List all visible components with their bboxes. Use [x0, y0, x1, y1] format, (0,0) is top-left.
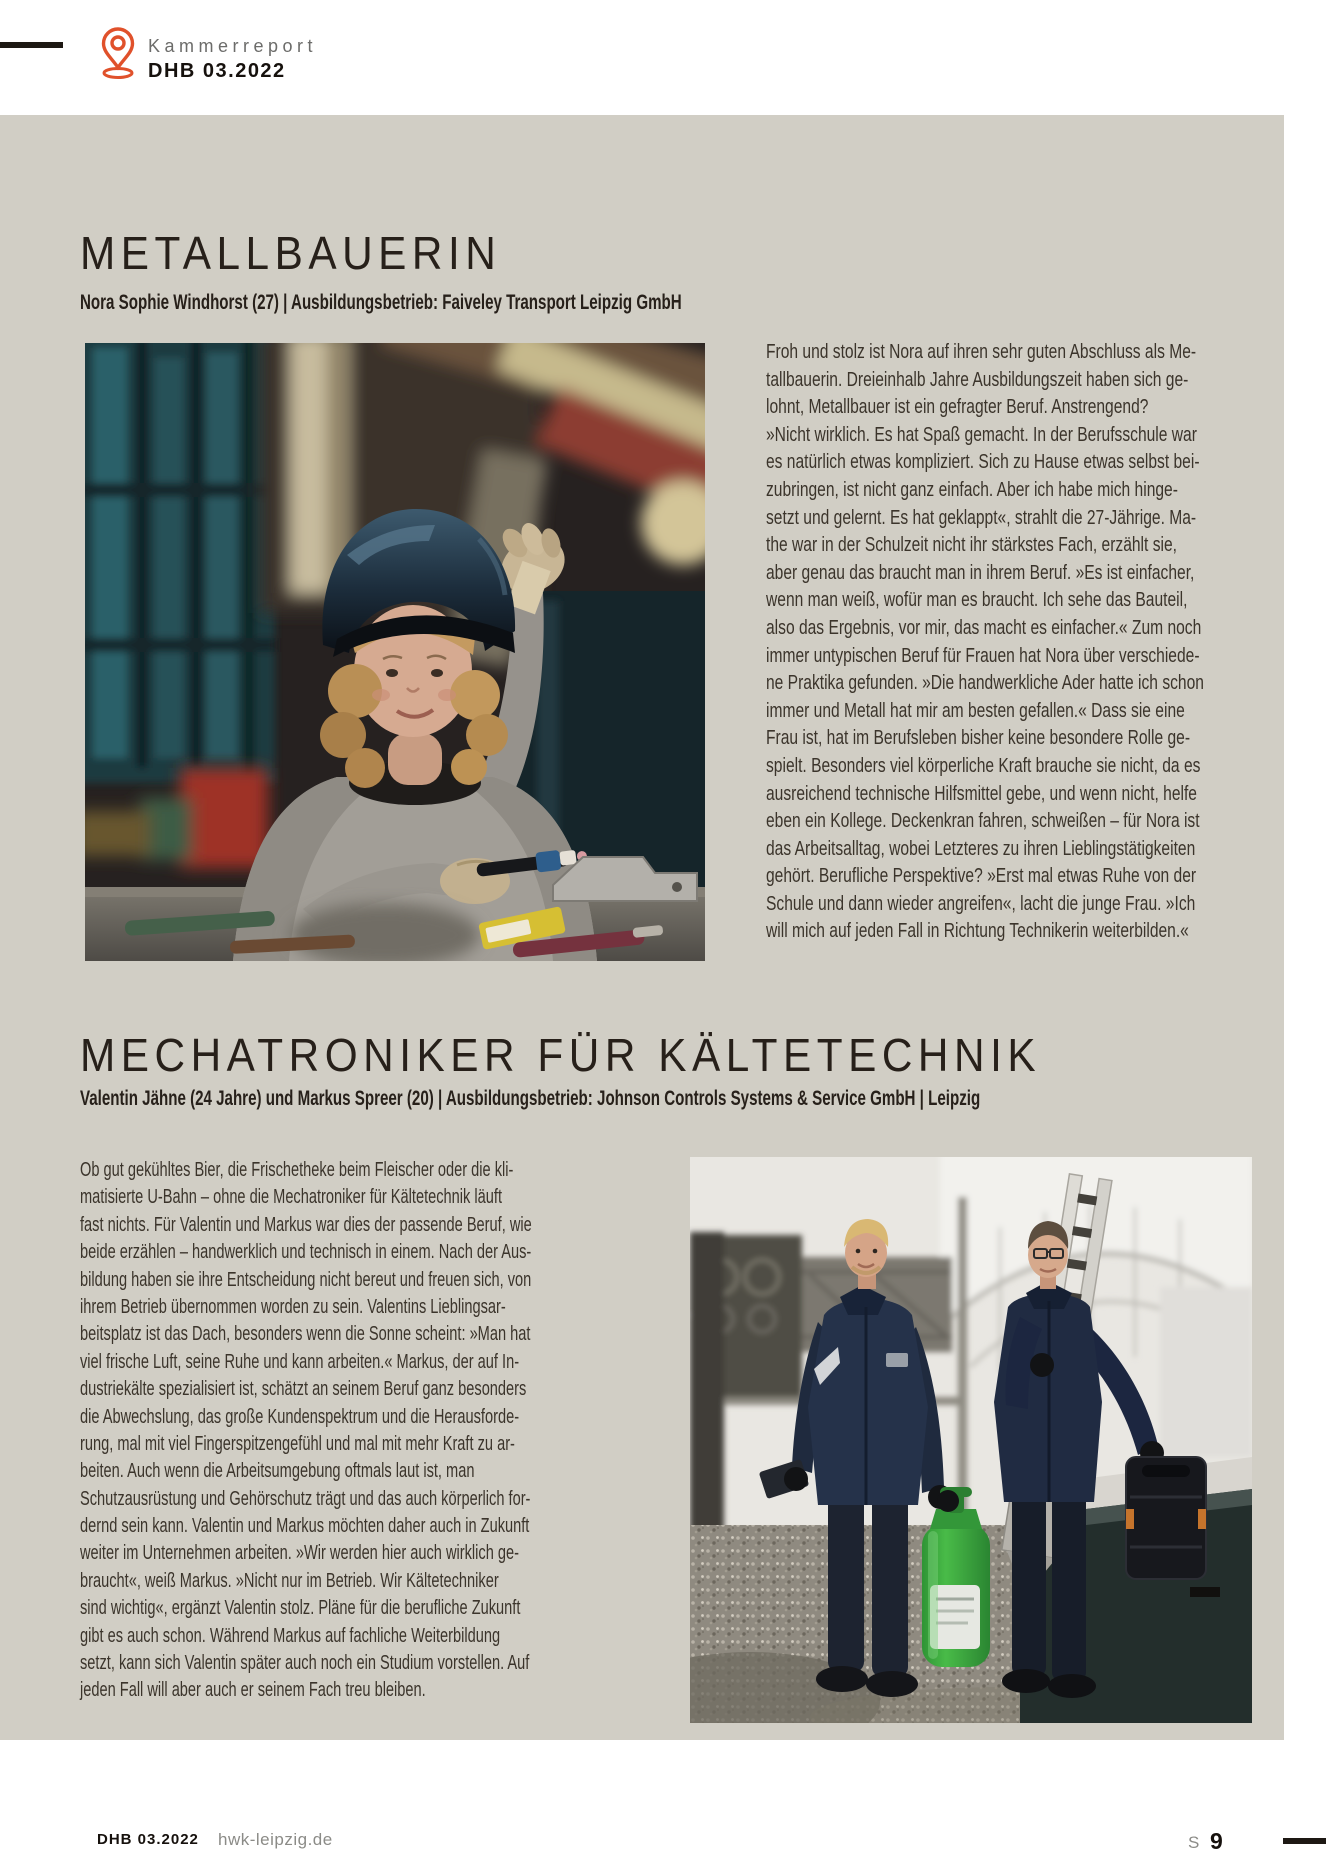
text-line: braucht«, weiß Markus. »Nicht nur im Betrieb. Wir Kältetechniker: [80, 1569, 499, 1592]
brand-issue: DHB 03.2022: [148, 60, 286, 82]
metallbauerin-photo: [85, 343, 705, 961]
article1-title: METALLBAUERIN: [80, 227, 502, 279]
text-line: eben ein Kollege. Deckenkran fahren, schweißen – für Nora ist: [766, 810, 1200, 833]
text-line: wenn man weiß, wofür man es braucht. Ich sehe das Bauteil,: [766, 589, 1188, 612]
footer-page-prefix: S: [1188, 1833, 1200, 1852]
text-line: fast nichts. Für Valentin und Markus war dies der passende Beruf, wie: [80, 1213, 532, 1236]
text-line: setzt, kann sich Valentin später auch noch ein Studium vorstellen. Auf: [80, 1652, 530, 1675]
text-line: matisierte U-Bahn – ohne die Mechatroniker für Kältetechnik läuft: [80, 1186, 502, 1209]
text-line: immer untypischen Beruf für Frauen hat Nora über verschiede-: [766, 644, 1200, 667]
article1-subtitle: Nora Sophie Windhorst (27) | Ausbildungsbetrieb: Faiveley Transport Leipzig GmbH: [80, 291, 682, 314]
text-line: weiter im Unternehmen arbeiten. »Wir werden hier auch wirklich ge-: [80, 1542, 519, 1565]
brand-kammerreport: Kammerreport: [148, 36, 318, 56]
text-line: beide erzählen – handwerklich und technisch in einem. Nach der Aus-: [80, 1241, 532, 1264]
text-line: the war in der Schulzeit nicht ihr stärkstes Fach, erzählt sie,: [766, 534, 1177, 557]
article2-subtitle: Valentin Jähne (24 Jahre) und Markus Spreer (20) | Ausbildungsbetrieb: Johnson Controls Systems & Service GmbH | Leipzig: [80, 1087, 981, 1110]
text-line: tallbauerin. Dreieinhalb Jahre Ausbildungszeit haben sich ge-: [766, 368, 1189, 391]
text-line: es natürlich etwas kompliziert. Sich zu Hause etwas selbst bei-: [766, 451, 1200, 474]
article1-body: [766, 339, 1204, 946]
text-line: aber genau das braucht man in ihrem Beruf. »Es ist einfacher,: [766, 561, 1195, 584]
text-line: ihrem Betrieb übernommen worden zu sein. Valentins Lieblingsar-: [80, 1295, 506, 1318]
text-line: Froh und stolz ist Nora auf ihren sehr guten Abschluss als Me-: [766, 341, 1197, 363]
text-line: rung, mal mit viel Fingerspitzengefühl und mal mit mehr Kraft zu ar-: [80, 1432, 515, 1455]
text-line: Schule und dann wieder angreifen«, lacht die junge Frau. »Ich: [766, 892, 1196, 915]
text-line: spielt. Besonders viel körperliche Kraft brauche sie nicht, da es: [766, 754, 1201, 777]
text-line: dustriekälte spezialisiert ist, schätzt an seinem Beruf ganz besonders: [80, 1378, 527, 1401]
article2-title: MECHATRONIKER FÜR KÄLTETECHNIK: [80, 1029, 1042, 1081]
text-line: Frau ist, hat im Berufsleben bisher keine besondere Rolle ge-: [766, 727, 1191, 750]
text-line: also das Ergebnis, vor mir, das macht es einfacher.« Zum noch: [766, 616, 1202, 639]
text-line: Ob gut gekühltes Bier, die Frischetheke beim Fleischer oder die kli-: [80, 1159, 514, 1181]
footer-website: hwk-leipzig.de: [218, 1830, 333, 1849]
mechatroniker-photo: [690, 1157, 1252, 1723]
tool-case: [1126, 1457, 1206, 1579]
text-line: beiten. Auch wenn die Arbeitsumgebung oftmals laut ist, man: [80, 1460, 475, 1483]
text-line: »Nicht wirklich. Es hat Spaß gemacht. In der Berufsschule war: [766, 423, 1197, 446]
footer-rule: [1283, 1838, 1326, 1844]
text-line: das Arbeitsalltag, wobei Letzteres zu ihren Lieblingstätigkeiten: [766, 837, 1196, 860]
text-line: ne Praktika gefunden. »Die handwerkliche Ader hatte ich schon: [766, 672, 1204, 695]
location-pin-icon: [98, 26, 138, 82]
text-line: setzt und gelernt. Es hat geklappt«, strahlt die 27-Jährige. Ma-: [766, 506, 1197, 529]
footer-page-number: 9: [1210, 1828, 1223, 1854]
text-line: Schutzausrüstung und Gehörschutz trägt und das auch körperlich for-: [80, 1487, 531, 1510]
text-line: beitsplatz ist das Dach, besonders wenn die Sonne scheint: »Man hat: [80, 1323, 531, 1346]
text-line: gehört. Berufliche Perspektive? »Erst mal etwas Ruhe von der: [766, 865, 1197, 888]
text-line: jeden Fall will aber auch er seinem Fach treu bleiben.: [80, 1679, 426, 1702]
text-line: dernd sein kann. Valentin und Markus möchten daher auch in Zukunft: [80, 1515, 530, 1538]
text-line: sind wichtig«, ergänzt Valentin stolz. Pläne für die berufliche Zukunft: [80, 1597, 521, 1620]
text-line: gibt es auch schon. Während Markus auf fachliche Weiterbildung: [80, 1624, 501, 1647]
text-line: die Abwechslung, das große Kundenspektrum und die Herausforde-: [80, 1405, 520, 1428]
text-line: lohnt, Metallbauer ist ein gefragter Beruf. Anstrengend?: [766, 396, 1149, 419]
footer-issue: DHB 03.2022: [97, 1831, 199, 1848]
text-line: viel frische Luft, seine Ruhe und kann arbeiten.« Markus, der auf In-: [80, 1350, 520, 1373]
text-line: bildung haben sie ihre Entscheidung nicht bereut und freuen sich, von: [80, 1268, 532, 1291]
text-line: zubringen, ist nicht ganz einfach. Aber ich habe mich hinge-: [766, 478, 1178, 501]
text-line: will mich auf jeden Fall in Richtung Technikerin weiterbilden.«: [766, 920, 1189, 943]
text-line: immer und Metall hat mir am besten gefallen.« Dass sie eine: [766, 699, 1185, 722]
article2-body: [80, 1157, 532, 1705]
text-line: ausreichend technische Hilfsmittel gebe, und wenn nicht, helfe: [766, 782, 1197, 805]
header-rule: [0, 42, 63, 48]
